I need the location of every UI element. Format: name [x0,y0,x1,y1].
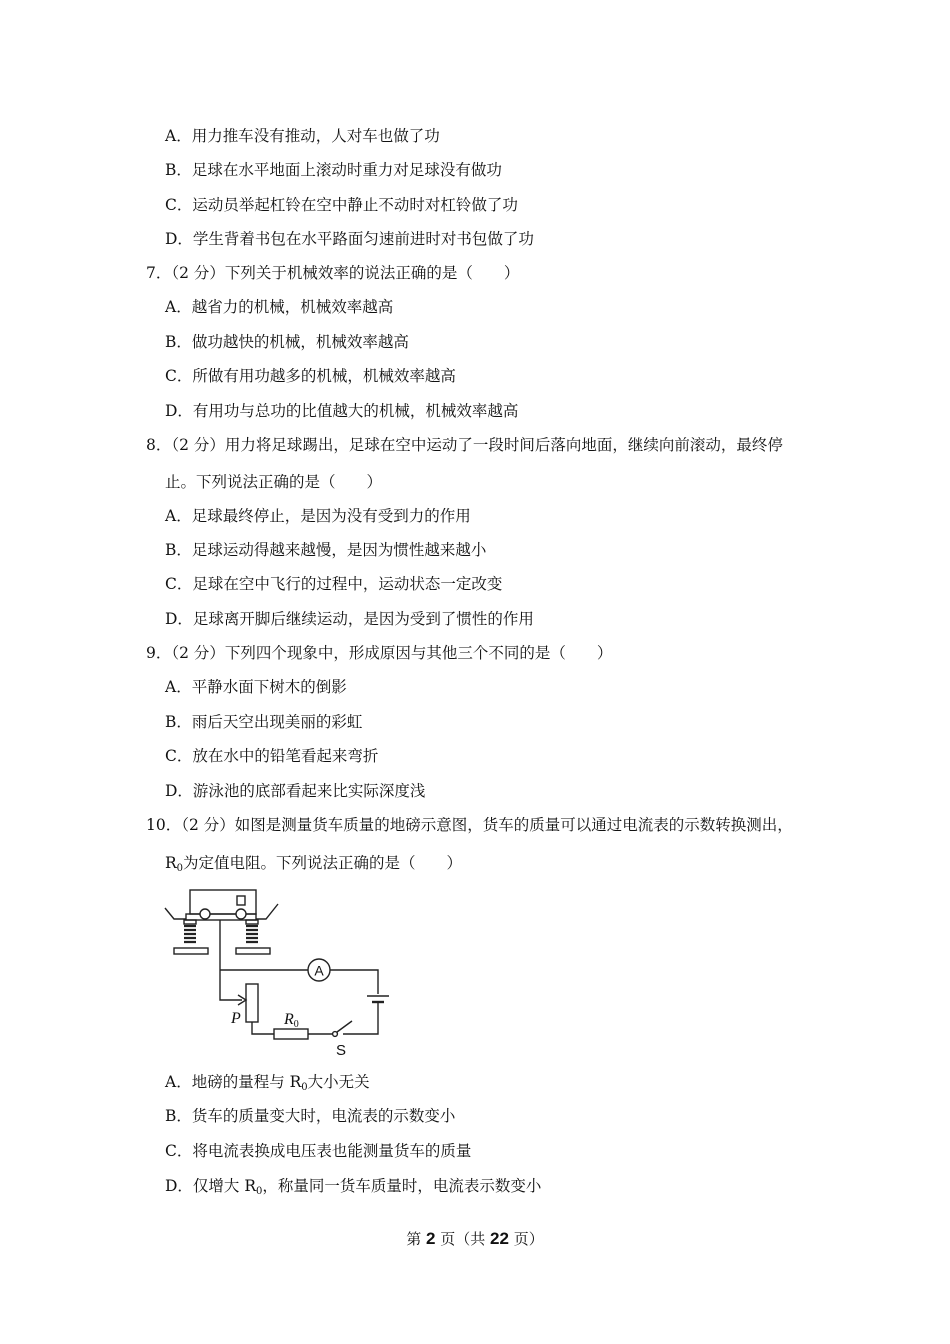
page-footer [0,1228,950,1249]
q10-stem: 10．（2 分）如图是测量货车质量的地磅示意图，货车的质量可以通过电流表的示数转换测出， [146,816,793,834]
left-ground-slope [165,908,186,919]
resistor-label-r: R [284,1011,294,1028]
left-spring-top [184,920,196,924]
q9-option-b: B．雨后天空出现美丽的彩虹 [165,713,363,731]
resistor-label-sub: 0 [293,1019,299,1030]
q9-option-a: A．平静水面下树木的倒影 [165,678,347,696]
footer-pre: 第 [406,1230,427,1248]
q8-option-c: C．足球在空中飞行的过程中，运动状态一定改变 [165,575,503,593]
q6-option-a: A．用力推车没有推动，人对车也做了功 [165,127,440,145]
q8-option-d: D．足球离开脚后继续运动，是因为受到了惯性的作用 [165,610,534,628]
switch-blade [337,1021,352,1032]
q10-option-a [165,1071,370,1099]
resistor-label [283,1011,299,1030]
q10-option-d-post: ，称量同一货车质量时，电流表示数变小 [262,1177,542,1195]
left-spring-base [174,948,208,954]
q9-option-d: D．游泳池的底部看起来比实际深度浅 [165,782,426,800]
q7-stem: 7．（2 分）下列关于机械效率的说法正确的是（ ） [146,264,520,282]
footer-total-pages: 22 [490,1229,509,1248]
right-spring-base [236,948,270,954]
q7-option-d: D．有用功与总功的比值越大的机械，机械效率越高 [165,402,519,420]
footer-page-number: 2 [426,1229,436,1248]
left-spring-coils [184,926,196,942]
truck-wheel-front [236,909,246,919]
q6-option-b: B．足球在水平地面上滚动时重力对足球没有做功 [165,161,502,179]
q7-option-c: C．所做有用功越多的机械，机械效率越高 [165,367,456,385]
q10-option-a-sub: 0 [301,1082,308,1093]
q10-stem-cont-text: 为定值电阻。下列说法正确的是（ ） [183,854,463,872]
q10-option-c: C．将电流表换成电压表也能测量货车的质量 [165,1142,472,1160]
right-spring-coils [246,926,258,942]
q8-option-b: B．足球运动得越来越慢，是因为惯性越来越小 [165,541,487,559]
wire-right-bottom [343,1002,378,1034]
footer-post: 页） [508,1230,544,1248]
q10-option-a-post: 大小无关 [307,1073,370,1091]
truck-window [237,896,245,905]
truck-body [190,890,256,914]
q7-option-a: A．越省力的机械，机械效率越高 [165,298,394,316]
q8-stem: 8．（2 分）用力将足球踢出，足球在空中运动了一段时间后落向地面，继续向前滚动，最终停 [146,436,783,454]
footer-mid: 页（共 [435,1230,491,1248]
q10-option-b: B．货车的质量变大时，电流表的示数变小 [165,1107,456,1125]
q6-option-d: D．学生背着书包在水平路面匀速前进时对书包做了功 [165,230,534,248]
r0-subscript: 0 [176,863,184,874]
wire-top-right [330,970,378,994]
slider-label: P [231,1010,241,1027]
r0-symbol: R [165,854,177,872]
weighbridge-circuit-diagram [160,882,400,1062]
right-spring-top [246,920,258,924]
q10-stem-cont [165,852,462,880]
q10-option-d [165,1175,541,1203]
ammeter-label: A [314,962,324,979]
q8-stem-cont: 止。下列说法正确的是（ ） [165,473,383,491]
switch-label: S [336,1042,347,1059]
q10-option-d-pre: D．仅增大 R [165,1177,257,1195]
q7-option-b: B．做功越快的机械，机械效率越高 [165,333,409,351]
wire-rheostat-bottom [252,1022,274,1034]
q6-option-c: C．运动员举起杠铃在空中静止不动时对杠铃做了功 [165,196,518,214]
q10-option-d-sub: 0 [256,1186,263,1197]
q9-option-c: C．放在水中的铅笔看起来弯折 [165,747,379,765]
q10-option-a-pre: A．地磅的量程与 R [165,1073,302,1091]
switch-pivot [333,1032,338,1037]
rheostat [246,984,258,1022]
q8-option-a: A．足球最终停止，是因为没有受到力的作用 [165,507,471,525]
r0-resistor [274,1029,308,1039]
right-ground-slope [256,904,278,919]
q9-stem: 9．（2 分）下列四个现象中，形成原因与其他三个不同的是（ ） [146,644,613,662]
truck-wheel-rear [200,909,210,919]
